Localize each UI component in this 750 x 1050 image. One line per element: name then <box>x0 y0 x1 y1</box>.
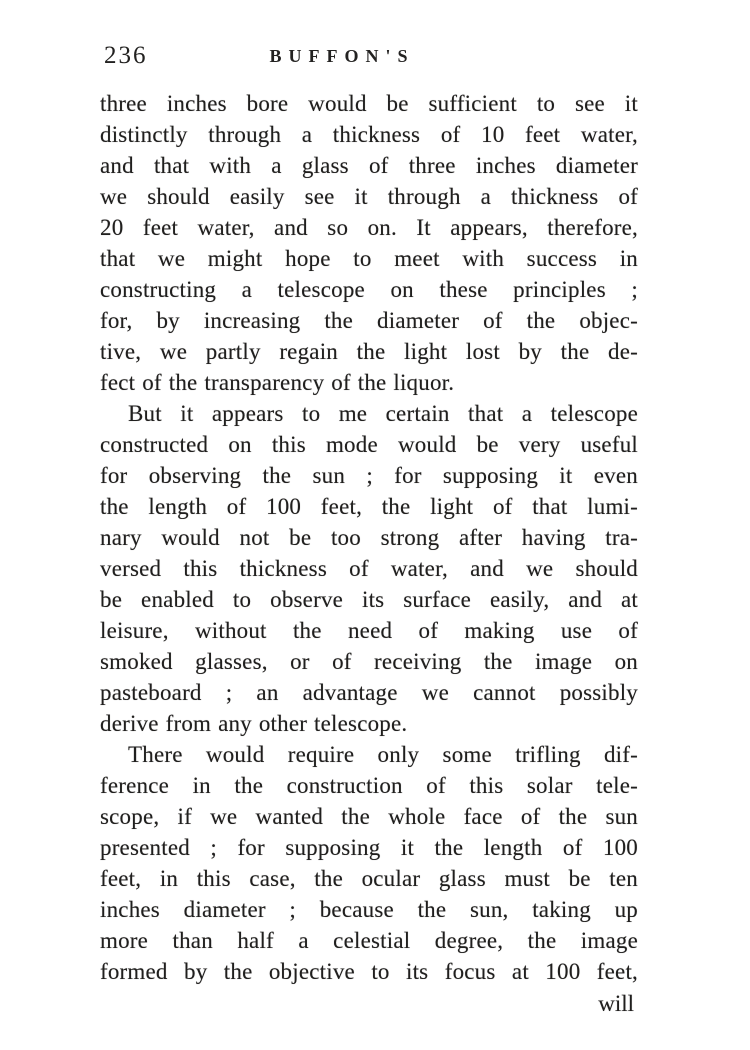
text-line: But it appears to me certain that a telescope <box>128 401 638 426</box>
text-line: fect of the transparency of the liquor. <box>100 370 455 395</box>
text-line: versed this thickness of water, and we should <box>100 556 638 581</box>
body-text <box>100 88 638 987</box>
text-line: three inches bore would be sufficient to see it <box>100 91 638 116</box>
page-header <box>100 42 638 72</box>
page-number: 236 <box>104 42 148 69</box>
text-line: constructing a telescope on these principles ; <box>100 277 638 302</box>
text-line: There would require only some trifling dif- <box>128 742 638 767</box>
text-line: leisure, without the need of making use of <box>100 618 638 643</box>
text-line: for observing the sun ; for supposing it even <box>100 463 638 488</box>
text-line: formed by the objective to its focus at 100 feet, <box>100 959 638 984</box>
text-line: inches diameter ; because the sun, taking up <box>100 897 638 922</box>
text-line: more than half a celestial degree, the image <box>100 928 638 953</box>
text-line: the length of 100 feet, the light of that lumi- <box>100 494 638 519</box>
text-line: we should easily see it through a thickness of <box>100 184 638 209</box>
text-line: smoked glasses, or of receiving the image on <box>100 649 638 674</box>
text-line: derive from any other telescope. <box>100 711 408 736</box>
catchword: will <box>598 991 634 1016</box>
text-line: 20 feet water, and so on. It appears, therefore, <box>100 215 638 240</box>
text-line: and that with a glass of three inches diameter <box>100 153 638 178</box>
text-line: ference in the construction of this solar tele- <box>100 773 638 798</box>
text-line: tive, we partly regain the light lost by the de- <box>100 339 638 364</box>
text-line: feet, in this case, the ocular glass must be ten <box>100 866 638 891</box>
text-line: nary would not be too strong after having tra- <box>100 525 638 550</box>
text-line: that we might hope to meet with success in <box>100 246 638 271</box>
catchword-row <box>100 988 638 1019</box>
text-line: pasteboard ; an advantage we cannot possibly <box>100 680 638 705</box>
running-head: BUFFON'S <box>269 46 415 66</box>
text-line: scope, if we wanted the whole face of the sun <box>100 804 638 829</box>
text-line: constructed on this mode would be very useful <box>100 432 638 457</box>
text-line: for, by increasing the diameter of the objec- <box>100 308 638 333</box>
text-line: presented ; for supposing it the length of 100 <box>100 835 638 860</box>
text-line: distinctly through a thickness of 10 feet water, <box>100 122 638 147</box>
text-line: be enabled to observe its surface easily, and at <box>100 587 638 612</box>
